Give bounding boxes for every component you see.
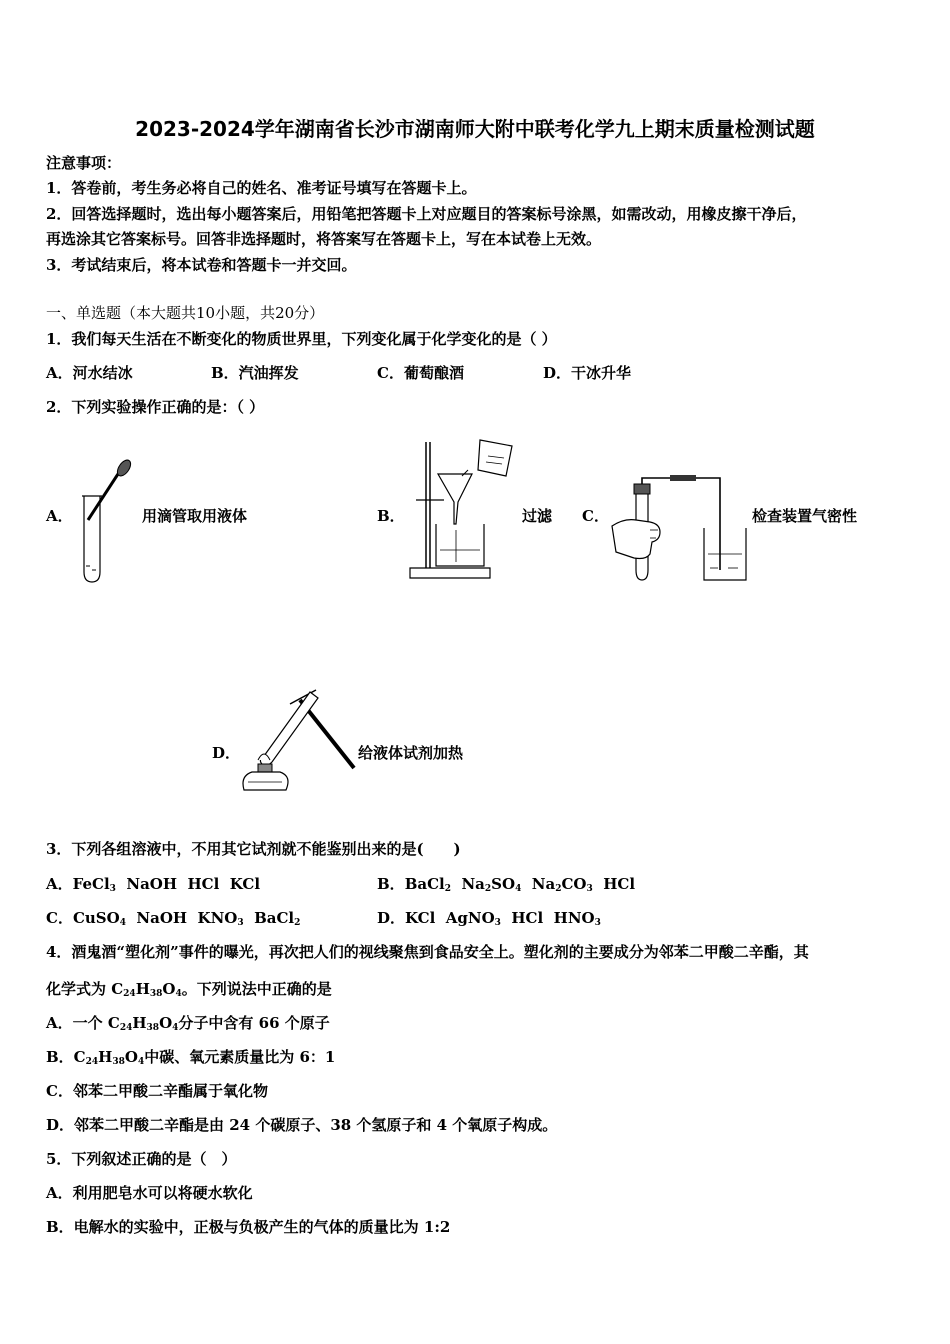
q2-option-d-letter: D． [212, 744, 241, 762]
page-title: 2023-2024学年湖南省长沙市湖南师大附中联考化学九上期末质量检测试题 [135, 117, 815, 141]
dropper-tube-illustration [76, 458, 136, 584]
q2-stem: 2．下列实验操作正确的是：（ ） [46, 398, 265, 416]
q4-option-b: B．$C_{24}H_{38}O_4$中碳、氧元素质量比为 6：1 [46, 1048, 336, 1067]
q3-option-d: D．KCl AgNO$_3$ HCl $HNO_3$ [377, 909, 601, 928]
q2-option-c-caption: 检查装置气密性 [752, 507, 858, 525]
q4-stem-line2: 化学式为 $C_{24}H_{38}O_4$。下列说法中正确的是 [46, 980, 332, 999]
notice-item-2: 2．回答选择题时，选出每小题答案后，用铅笔把答题卡上对应题目的答案标号涂黑，如需改动，用橡皮擦干净后， [46, 205, 807, 223]
filtration-illustration [408, 432, 520, 582]
q5-stem: 5．下列叙述正确的是（ ） [46, 1150, 237, 1168]
q5-option-b: B．电解水的实验中，正极与负极产生的气体的质量比为 1:2 [46, 1218, 451, 1236]
q1-option-b: B．汽油挥发 [211, 364, 299, 382]
q1-option-c: C．葡萄酿酒 [377, 364, 464, 382]
q2-option-d-caption: 给液体试剂加热 [358, 744, 464, 762]
q4-option-c: C．邻苯二甲酸二辛酯属于氧化物 [46, 1082, 268, 1100]
q2-option-c-letter: C． [582, 507, 609, 525]
notice-heading: 注意事项： [46, 154, 122, 172]
q2-option-b-caption: 过滤 [522, 507, 553, 525]
q3-option-a: A．FeCl$_3$ NaOH HCl KCl [46, 875, 261, 894]
q3-option-b: B．BaCl$_2$ $Na_2SO_4$ $Na_2CO_3$ HCl [377, 875, 636, 894]
q1-option-a: A．河水结冰 [46, 364, 133, 382]
notice-item-1: 1．答卷前，考生务必将自己的姓名、准考证号填写在答题卡上。 [46, 179, 477, 197]
q1-stem: 1．我们每天生活在不断变化的物质世界里，下列变化属于化学变化的是（ ） [46, 330, 557, 348]
section-heading: 一、单选题（本大题共10小题，共20分） [46, 304, 325, 322]
q3-stem: 3．下列各组溶液中，不用其它试剂就不能鉴别出来的是( ) [46, 840, 461, 858]
q2-option-b-letter: B． [377, 507, 405, 525]
heating-liquid-illustration [236, 686, 358, 796]
airtightness-check-illustration [610, 474, 752, 584]
q5-option-a: A．利用肥皂水可以将硬水软化 [46, 1184, 253, 1202]
q2-option-a-letter: A． [46, 507, 73, 525]
q2-option-a-caption: 用滴管取用液体 [142, 507, 248, 525]
q4-option-a: A．一个 $C_{24}H_{38}O_4$分子中含有 66 个原子 [46, 1014, 330, 1033]
q1-option-d: D．干冰升华 [543, 364, 632, 382]
q4-option-d: D．邻苯二甲酸二辛酯是由 24 个碳原子、38 个氢原子和 4 个氧原子构成。 [46, 1116, 558, 1134]
q3-option-c: C．CuSO$_4$ NaOH $KNO_3$ BaCl$_2$ [46, 909, 301, 928]
notice-item-2-cont: 再选涂其它答案标号。回答非选择题时，将答案写在答题卡上，写在本试卷上无效。 [46, 230, 602, 248]
notice-item-3: 3．考试结束后，将本试卷和答题卡一并交回。 [46, 256, 357, 274]
q4-stem-line1: 4．酒鬼酒“塑化剂”事件的曝光，再次把人们的视线聚焦到食品安全上。塑化剂的主要成分为邻苯二甲酸二辛酯，其 [46, 943, 809, 961]
